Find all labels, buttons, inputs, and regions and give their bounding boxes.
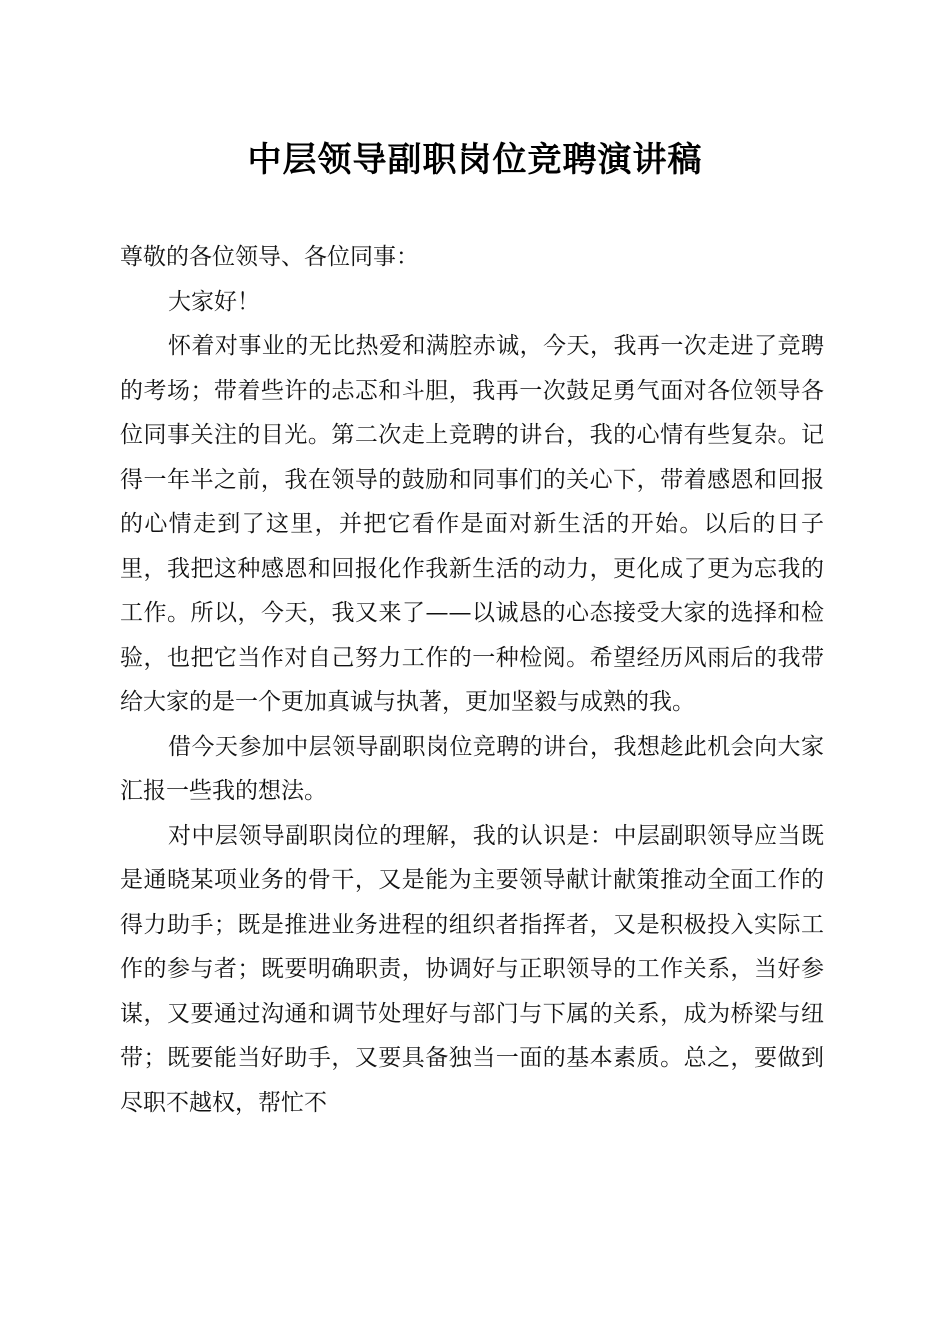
document-body [120,235,824,1125]
greeting: 大家好！ [168,288,260,315]
paragraph-2: 借今天参加中层领导副职岗位竞聘的讲台，我想趁此机会向大家汇报一些我的想法。 [120,733,824,804]
document-title: 中层领导副职岗位竞聘演讲稿 [247,140,703,180]
paragraph-1: 怀着对事业的无比热爱和满腔赤诚，今天，我再一次走进了竞聘的考场；带着些许的忐忑和斗胆，我再一次鼓足勇气面对各位领导各位同事关注的目光。第二次走上竞聘的讲台，我的心情有些复杂。记得一年半之前，我在领导的鼓励和同事们的关心下，带着感恩和回报的心情走到了这里，并把它看作是面对新生活的开始。以后的日子里，我把这种感恩和回报化作我新生活的动力，更化成了更为忘我的工作。所以，今天，我又来了——以诚恳的心态接受大家的选择和检验，也把它当作对自己努力工作的一种检阅。希望经历风雨后的我带给大家的是一个更加真诚与执著，更加坚毅与成熟的我。 [120,333,824,715]
salutation: 尊敬的各位领导、各位同事： [120,244,419,270]
paragraph-3: 对中层领导副职岗位的理解，我的认识是：中层副职领导应当既是通晓某项业务的骨干，又是能为主要领导献计献策推动全面工作的得力助手；既是推进业务进程的组织者指挥者，又是积极投入实际工作的参与者；既要明确职责，协调好与正职领导的工作关系，当好参谋，又要通过沟通和调节处理好与部门与下属的关系，成为桥梁与纽带；既要能当好助手，又要具备独当一面的基本素质。总之，要做到尽职不越权，帮忙不 [120,822,824,1116]
